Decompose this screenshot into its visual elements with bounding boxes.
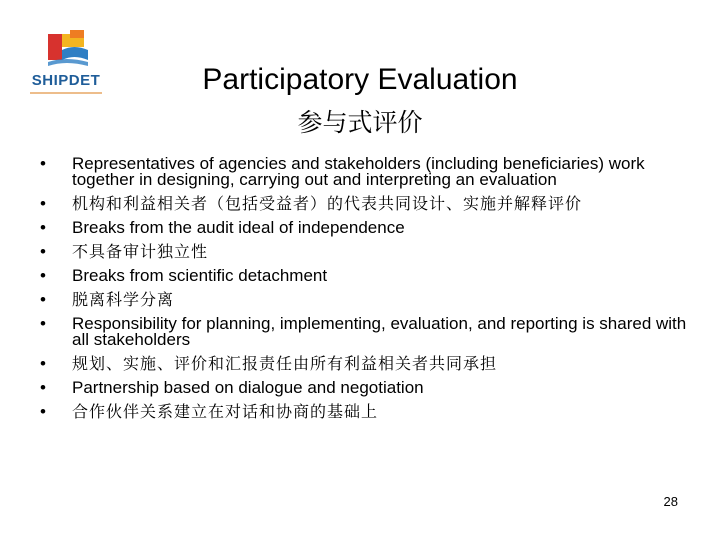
bullet-dot-icon: • (40, 242, 46, 261)
bullet-dot-icon: • (40, 218, 46, 237)
slide-subtitle: 参与式评价 (297, 108, 423, 137)
bullet-item (40, 404, 700, 420)
bullet-item (40, 356, 700, 372)
page-number: 28 (663, 494, 678, 509)
bullet-dot-icon: • (40, 266, 46, 285)
slide-title: Participatory Evaluation (202, 63, 518, 96)
bullet-item (40, 220, 700, 236)
bullet-item (40, 380, 700, 396)
bullet-dot-icon: • (40, 154, 46, 173)
bullet-text: 脱离科学分离 (72, 290, 175, 309)
bullet-dot-icon: • (40, 402, 46, 421)
bullet-text: 机构和利益相关者（包括受益者）的代表共同设计、实施并解释评价 (72, 194, 583, 213)
logo-mark-icon (46, 30, 90, 70)
bullet-dot-icon: • (40, 290, 46, 309)
bullet-item (40, 316, 700, 348)
bullet-text: Breaks from the audit ideal of independence (72, 218, 405, 237)
bullet-item (40, 156, 700, 188)
bullet-text: Partnership based on dialogue and negotiation (72, 378, 424, 397)
bullet-text: 合作伙伴关系建立在对话和协商的基础上 (72, 402, 379, 421)
logo-name: SHIPDET (31, 72, 101, 89)
bullet-dot-icon: • (40, 314, 46, 333)
bullet-item (40, 244, 700, 260)
shipdet-logo (28, 28, 104, 100)
bullet-item (40, 292, 700, 308)
bullet-text: 规划、实施、评价和汇报责任由所有利益相关者共同承担 (72, 354, 498, 373)
bullet-text: Representatives of agencies and stakeholders (including beneficiaries) work together in designing, carrying out and interpreting an evaluation (72, 154, 645, 189)
bullet-text: 不具备审计独立性 (72, 242, 209, 261)
bullet-dot-icon: • (40, 378, 46, 397)
bullet-text: Breaks from scientific detachment (72, 266, 328, 285)
logo-tagline-mark (30, 90, 102, 96)
bullet-dot-icon: • (40, 354, 46, 373)
bullet-item (40, 268, 700, 284)
bullet-item (40, 196, 700, 212)
bullet-dot-icon: • (40, 194, 46, 213)
bullet-list (40, 156, 700, 428)
bullet-text: Responsibility for planning, implementing, evaluation, and reporting is shared with all stakeholders (72, 314, 687, 349)
